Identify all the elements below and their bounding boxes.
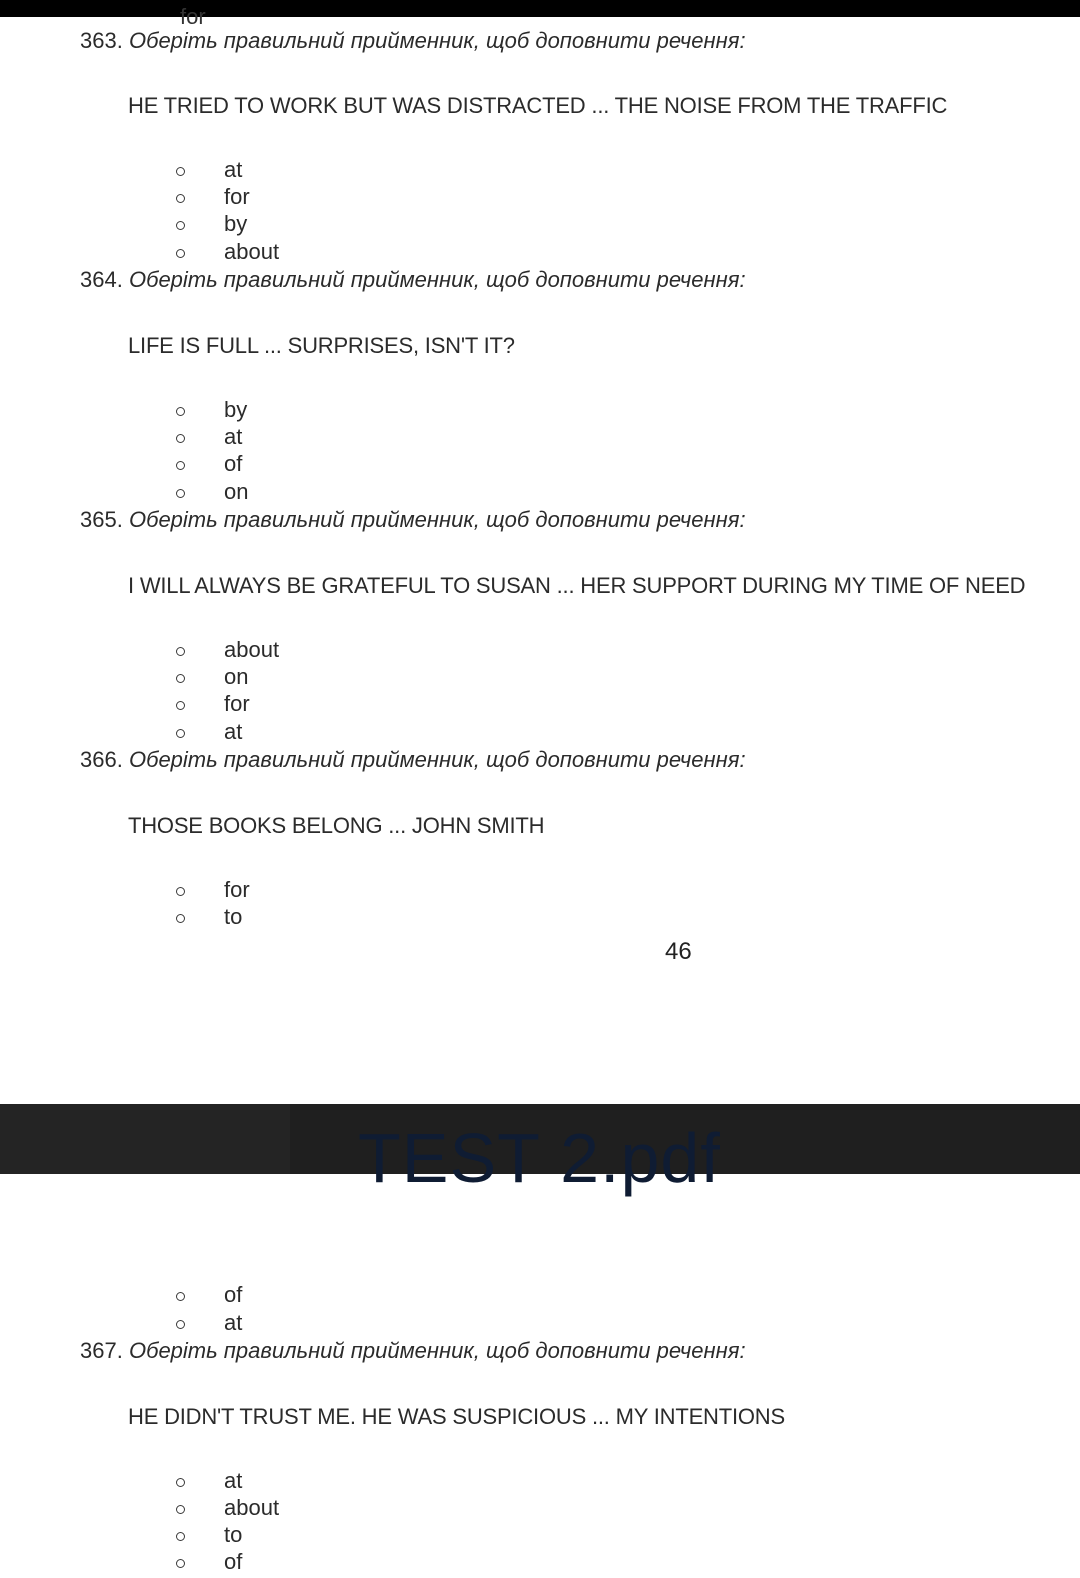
radio-bullet-icon[interactable] [176,167,185,176]
page-number: 46 [665,938,692,965]
top-black-bar [0,0,1080,29]
radio-bullet-icon[interactable] [176,1292,185,1301]
cut-off-option-text: for [180,4,206,29]
question-number: 363. [80,28,123,53]
radio-bullet-icon[interactable] [176,461,185,470]
radio-bullet-icon[interactable] [176,701,185,710]
question-366-sentence: THOSE BOOKS BELONG ... JOHN SMITH [128,813,545,838]
question-367-sentence: HE DIDN'T TRUST ME. HE WAS SUSPICIOUS ... MY INTENTIONS [128,1404,785,1429]
question-prompt: Оберіть правильний прийменник, щоб доповнити речення: [128,267,746,292]
radio-bullet-icon[interactable] [176,674,185,683]
radio-bullet-icon[interactable] [176,887,185,896]
radio-bullet-icon[interactable] [176,221,185,230]
radio-bullet-icon[interactable] [176,407,185,416]
question-prompt: Оберіть правильний прийменник, щоб доповнити речення: [128,747,746,772]
bar-shade [0,1104,290,1174]
question-364-heading [80,267,746,293]
question-364-sentence: LIFE IS FULL ... SURPRISES, ISN'T IT? [128,333,515,358]
radio-bullet-icon[interactable] [176,249,185,258]
question-365-sentence: I WILL ALWAYS BE GRATEFUL TO SUSAN ... HER SUPPORT DURING MY TIME OF NEED [128,573,1026,598]
question-prompt: Оберіть правильний прийменник, щоб доповнити речення: [128,507,746,532]
radio-bullet-icon[interactable] [176,1532,185,1541]
radio-bullet-icon[interactable] [176,914,185,923]
radio-bullet-icon[interactable] [176,647,185,656]
radio-bullet-icon[interactable] [176,1478,185,1487]
question-number: 364. [80,267,123,292]
radio-bullet-icon[interactable] [176,1320,185,1329]
radio-bullet-icon[interactable] [176,194,185,203]
pdf-page-separator-bar [0,1104,1080,1197]
question-number: 367. [80,1338,123,1363]
radio-bullet-icon[interactable] [176,434,185,443]
question-365-heading [80,507,746,533]
question-prompt: Оберіть правильний прийменник, щоб доповнити речення: [128,28,746,53]
question-number: 366. [80,747,123,772]
question-363-sentence: HE TRIED TO WORK BUT WAS DISTRACTED ... THE NOISE FROM THE TRAFFIC [128,93,948,118]
radio-bullet-icon[interactable] [176,1559,185,1568]
radio-bullet-icon[interactable] [176,729,185,738]
radio-bullet-icon[interactable] [176,489,185,498]
question-367-heading [80,1338,746,1364]
question-366-heading [80,747,746,773]
question-363-heading [80,28,746,54]
question-number: 365. [80,507,123,532]
pdf-file-title: TEST 2.pdf [358,1119,721,1197]
question-prompt: Оберіть правильний прийменник, щоб доповнити речення: [128,1338,746,1363]
radio-bullet-icon[interactable] [176,1505,185,1514]
